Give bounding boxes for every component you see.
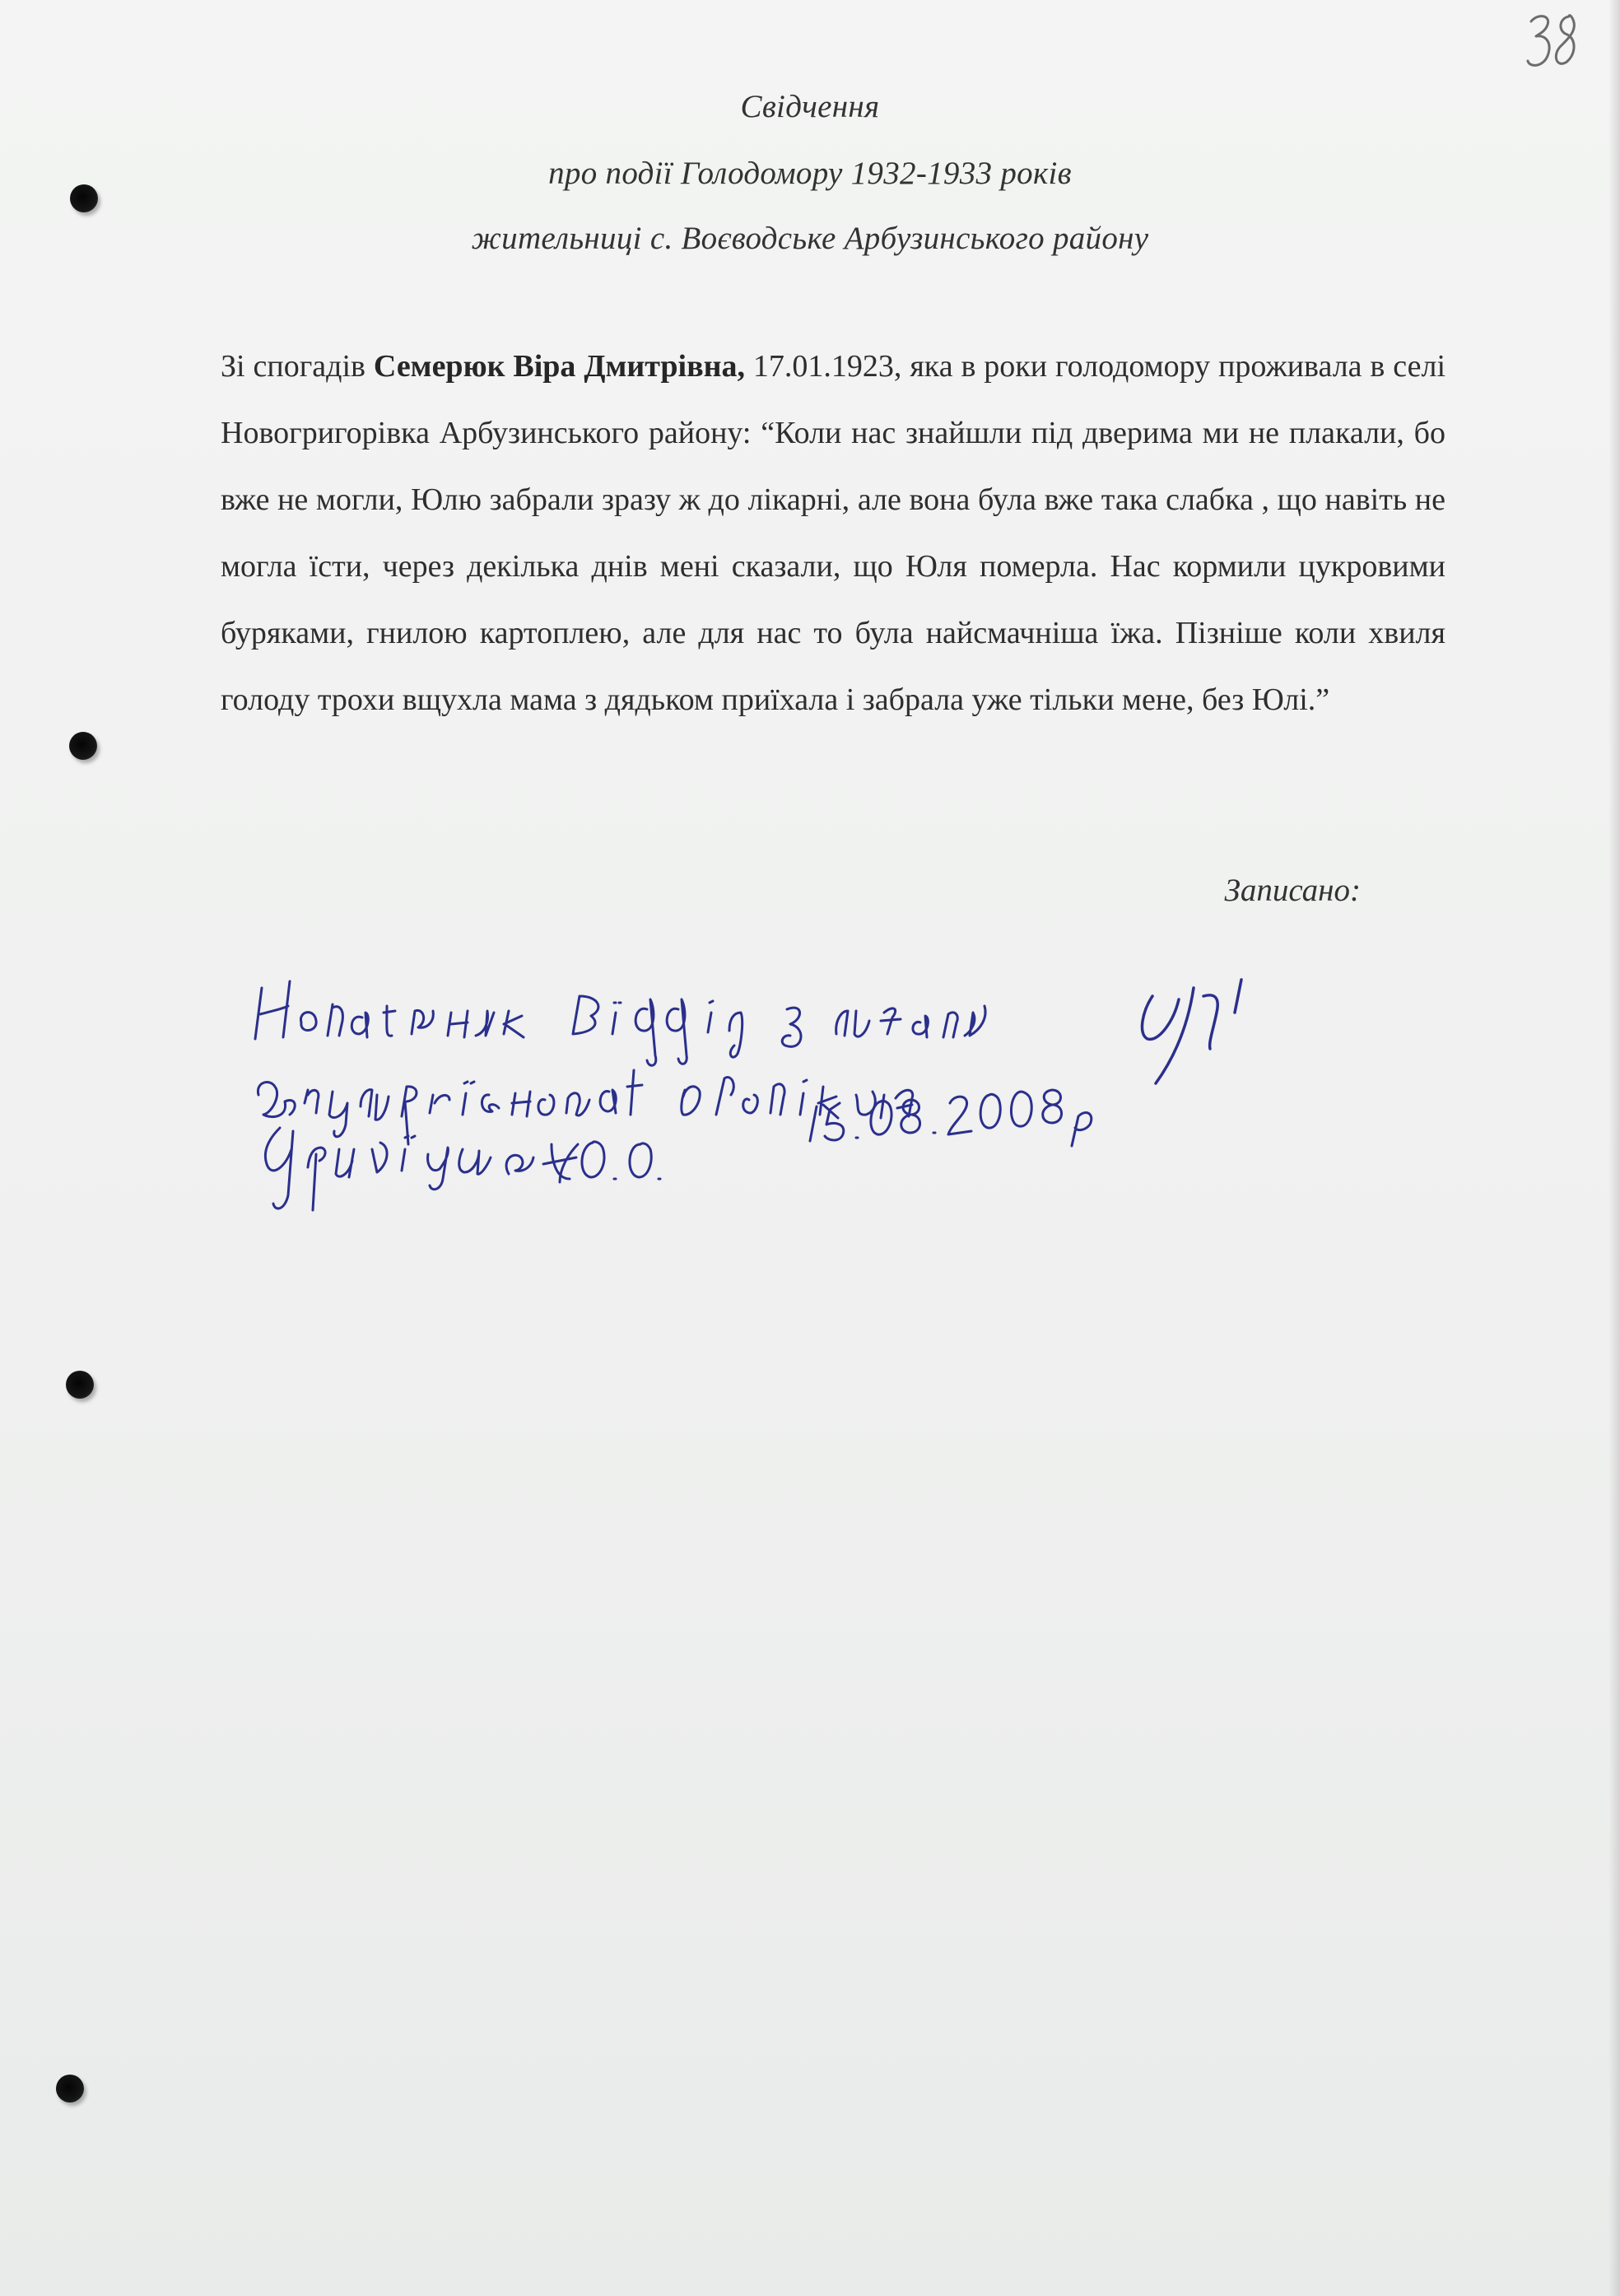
page-number-handwritten [1525, 10, 1584, 74]
scan-shadow-edge [1608, 0, 1620, 2296]
handwritten-note-line3 [265, 1128, 660, 1210]
witness-name: Семерюк Віра Дмитрівна, [373, 349, 746, 384]
recorded-label: Записано: [1224, 873, 1361, 908]
handwritten-note [247, 963, 1334, 1227]
punch-hole [69, 732, 97, 760]
punch-hole [56, 2075, 84, 2103]
testimony-text: 17.01.1923, яка в роки голодомору проживала в селі Новогригорівка Арбузинського району: “Коли нас знайшли під дверима ми не плакали, бо вже не могли, Юлю забрали зразу ж до лікарні, але вона була вже така слабка , що навіть не могла їсти, через декілька днів мені сказали, що Юля померла. Нас кормили цукровими буряками, гнилою картоплею, але для нас то була найсмачніша їжа. Пізніше коли хвиля голоду трохи вщухла мама з дядьком приїхала і забрала уже тільки мене, без Юлі.” [221, 349, 1446, 717]
handwritten-note-date [810, 1090, 1092, 1146]
handwritten-note-line1 [255, 981, 985, 1065]
punch-hole [66, 1371, 94, 1399]
document-title-line2: про події Голодомору 1932-1933 років [548, 156, 1072, 191]
handwritten-note-line2 [258, 1070, 912, 1144]
testimony-intro: Зі спогадів [221, 349, 374, 384]
signature [1142, 980, 1241, 1083]
document-title-line1: Свідчення [740, 89, 880, 124]
testimony-paragraph [221, 333, 1445, 734]
document-title-line3: жительниці с. Воєводське Арбузинського району [471, 221, 1149, 256]
